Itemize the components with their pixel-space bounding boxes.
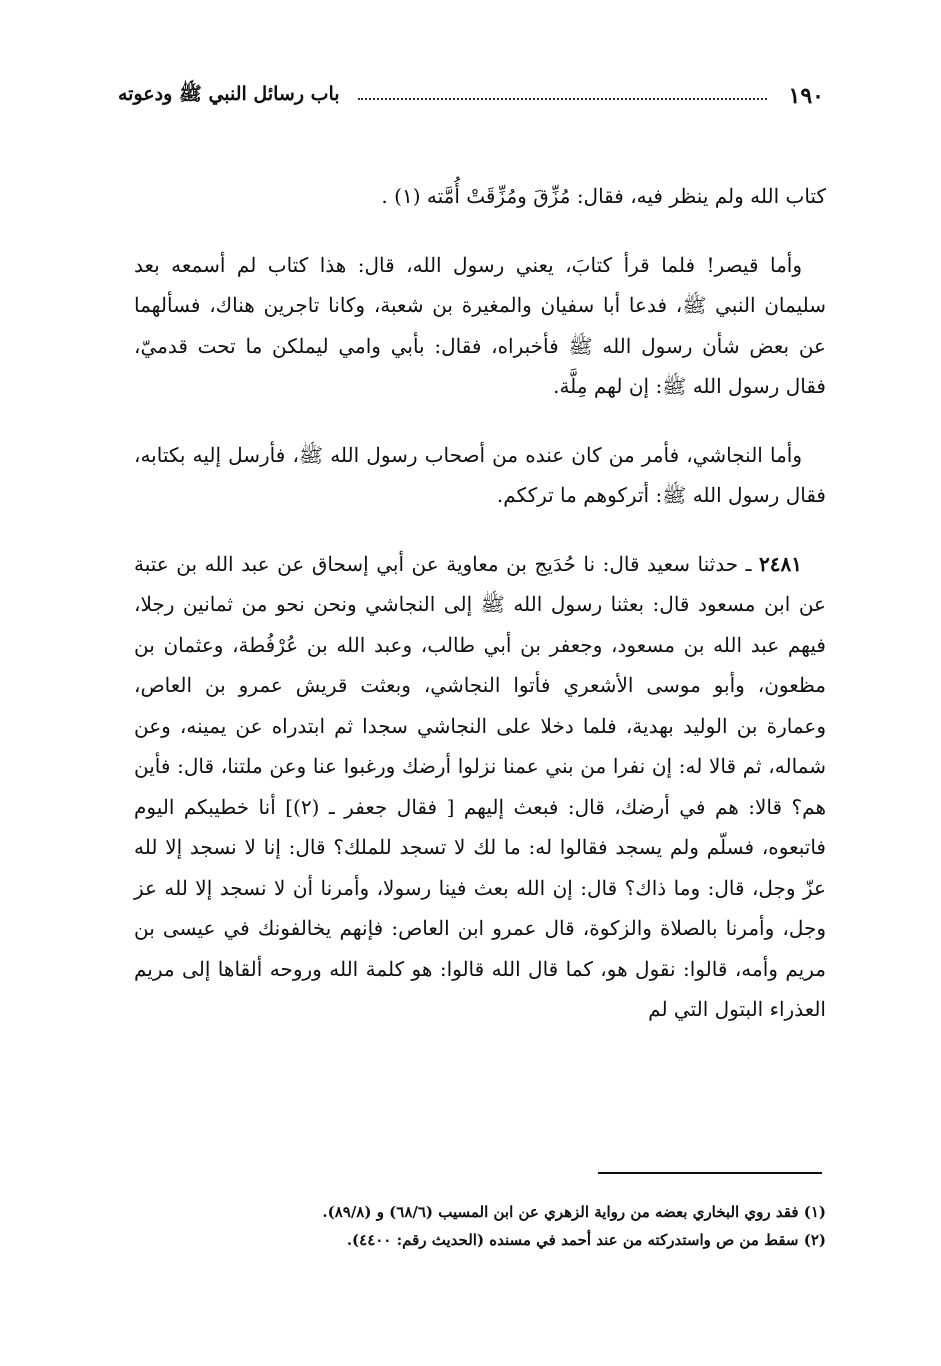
- footnote: (٢) سقط من ص واستدركته من عند أحمد في مسنده (الحديث رقم: ٤٤٠٠).: [346, 1231, 826, 1249]
- hadith-text: ـ حدثنا سعيد قال: نا حُدَيج بن معاوية عن أبي إسحاق عن عبد الله بن عتبة عن ابن مسعود قال: بعثنا رسول الله ﷺ إلى النجاشي ونحن نحو من ثمانين رجلا، فيهم عبد الله بن مسعود، وجعفر بن أبي طالب، وعبد الله بن عُرْفُطة، وعثمان بن مظعون، وأبو موسى الأشعري فأتوا النجاشي، وبعثت قريش عمرو بن العاص، وعمارة بن الوليد بهدية، فلما دخلا على النجاشي سجدا ثم ابتدراه عن يمينه، وعن شماله، ثم قالا له: إن نفرا من بني عمنا نزلوا أرضك ورغبوا عنا وعن ملتنا، قال: فأين هم؟ قالا: هم في أرضك، قال: فبعث إليهم [ فقال جعفر ـ (٢)] أنا خطيبكم اليوم فاتبعوه، فسلّم ولم يسجد فقالوا له: ما لك لا تسجد للملك؟ قال: إنا لا نسجد إلا لله عزّ وجل، قال: وما ذاك؟ قال: إن الله بعث فينا رسولا، وأمرنا أن لا نسجد إلا لله عز وجل، وأمرنا بالصلاة والزكوة، قال عمرو ابن العاص: فإنهم يخالفونك في عيسى بن مريم وأمه، قالوا: نقول هو، كما قال الله قالوا: هو كلمة الله وروحه ألقاها إلى مريم العذراء البتول التي لم: [134, 551, 826, 1021]
- paragraph: كتاب الله ولم ينظر فيه، فقال: مُزِّقَ ومُزِّقَتْ أُمَّته (١) .: [381, 184, 826, 208]
- hadith-number: ٢٤٨١: [759, 551, 802, 576]
- footnote-separator: [598, 1172, 822, 1174]
- footnote: (١) فقد روي البخاري بعضه من رواية الزهري عن ابن المسيب (٦٨/٦) و (٨٩/٨).: [322, 1203, 826, 1221]
- running-title: باب رسائل النبي ﷺ ودعوته: [118, 83, 340, 105]
- page-header: [118, 78, 824, 114]
- page-body: [134, 176, 826, 1058]
- paragraph: وأما النجاشي، فأمر من كان عنده من أصحاب رسول الله ﷺ، فأرسل إليه بكتابه، فقال رسول الله ﷺ: أتركوهم ما ترككم.: [134, 442, 826, 507]
- page-number: ١٩٠: [788, 83, 824, 109]
- hadith-paragraph: [134, 544, 826, 1030]
- paragraph: وأما قيصر! فلما قرأ كتابَ، يعني رسول الله، قال: هذا كتاب لم أسمعه بعد سليمان النبي ﷺ، فدعا أبا سفيان والمغيرة بن شعبة، وكانا تاجرين هناك، فسألهما عن بعض شأن رسول الله ﷺ فأخبراه، فقال: بأبي وامي ليملكن ما تحت قدميّ، فقال رسول الله ﷺ: إن لهم مِلَّة.: [134, 252, 826, 398]
- footnotes: [134, 1198, 826, 1254]
- header-dotted-rule: [358, 98, 767, 100]
